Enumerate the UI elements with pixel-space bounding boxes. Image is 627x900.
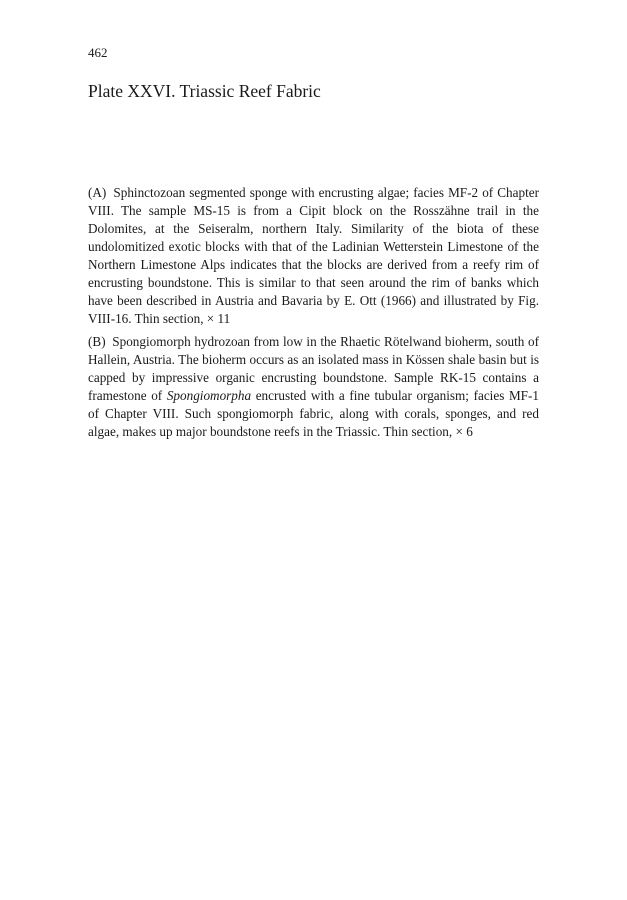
caption-a-text: Sphinctozoan segmented sponge with encrusting algae; facies MF-2 of Chapter VIII. The sample MS-15 is from a Cipit block on the Rosszähne trail in the Dolomites, at the Seiseralm, northern Italy. Similarity of the biota of these undolomitized exotic blocks with that of the Ladinian Wetterstein Limestone of the Northern Limestone Alps indicates that the blocks are derived from a reefy rim of encrusting boundstone. This is similar to that seen around the rim of banks which have been described in Austria and Bavaria by E. Ott (1966) and illustrated by Fig. VIII-16. Thin section, × 11: [88, 185, 540, 326]
caption-b-text-part-2: encrusted with a fine tubular organism; facies MF-1 of Chapter VIII. Such spongiomorph fabric, along with corals, sponges, and red algae, makes up major boundstone reefs in the Triassic. Thin section, × 6: [88, 388, 539, 439]
caption-b-label: (B): [88, 334, 106, 349]
caption-b-text-part-1: Spongiomorph hydrozoan from low in the Rhaetic Rötelwand bioherm, south of Hallein, Austria. The bioherm occurs as an isolated mass in Kössen shale basin but is capped by impressive organic encrusting boundstone. Sample RK-15 contains a framestone of: [88, 334, 540, 403]
caption-a: [88, 184, 539, 328]
caption-b-genus-name: Spongiomorpha: [166, 388, 252, 403]
plate-captions: [88, 184, 539, 446]
plate-title: Plate XXVI. Triassic Reef Fabric: [88, 81, 321, 101]
page-number: 462: [88, 45, 108, 60]
caption-a-label: (A): [88, 185, 107, 200]
caption-b: [88, 333, 539, 441]
